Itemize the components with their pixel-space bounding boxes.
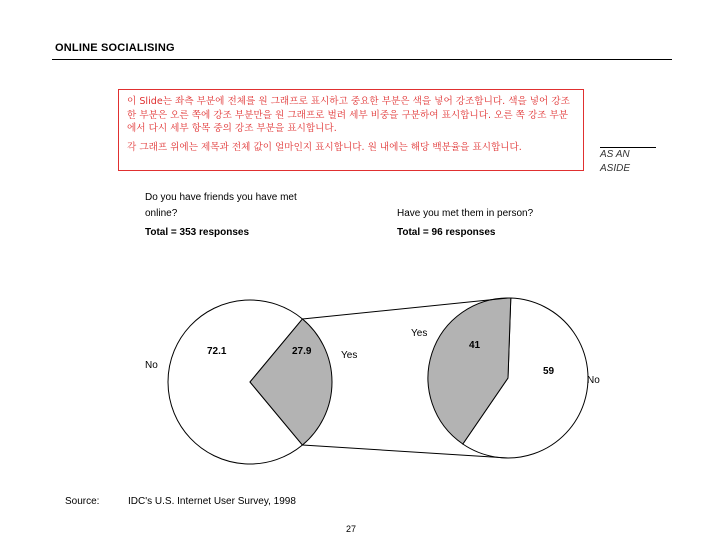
note-paragraph-2: 각 그래프 위에는 제목과 전체 값이 얼마인지 표시합니다. 원 내에는 해당 백분율을 표시합니다. <box>127 141 522 153</box>
right-slice-no-label: No <box>587 375 600 386</box>
left-pie <box>168 300 332 464</box>
page-number: 27 <box>346 524 357 534</box>
right-chart-title: Have you met them in person? <box>397 208 534 219</box>
left-chart-total: Total = 353 responses <box>145 227 250 238</box>
right-slice-yes-label: Yes <box>411 328 428 339</box>
left-slice-yes-value: 27.9 <box>292 346 312 357</box>
source-label: Source: <box>65 496 100 507</box>
right-pie <box>428 298 588 458</box>
page-title: ONLINE SOCIALISING <box>55 42 175 54</box>
left-slice-yes-label: Yes <box>341 350 358 361</box>
note-paragraph-1: 이 Slide는 좌측 부분에 전체를 원 그래프로 표시하고 중요한 부분은 색을 넣어 강조합니다. 색을 넣어 강조한 부분은 오른 쪽에 강조 부분만을 원 그래프로 벌려 세부 비중을 구분하여 표시합니다. 오른 쪽 강조 부분에서 다시 세부 항목 중의 강조 부분을 표시합니다. <box>127 96 570 134</box>
right-slice-yes-value: 41 <box>469 340 481 351</box>
left-slice-no-label: No <box>145 360 158 371</box>
left-chart-title: Do you have friends you have met online? <box>145 192 297 219</box>
left-slice-no-value: 72.1 <box>207 346 227 357</box>
right-chart-total: Total = 96 responses <box>397 227 496 238</box>
source-text: IDC's U.S. Internet User Survey, 1998 <box>128 496 296 507</box>
right-slice-no-value: 59 <box>543 366 555 377</box>
aside-label: AS AN ASIDE <box>600 147 656 176</box>
